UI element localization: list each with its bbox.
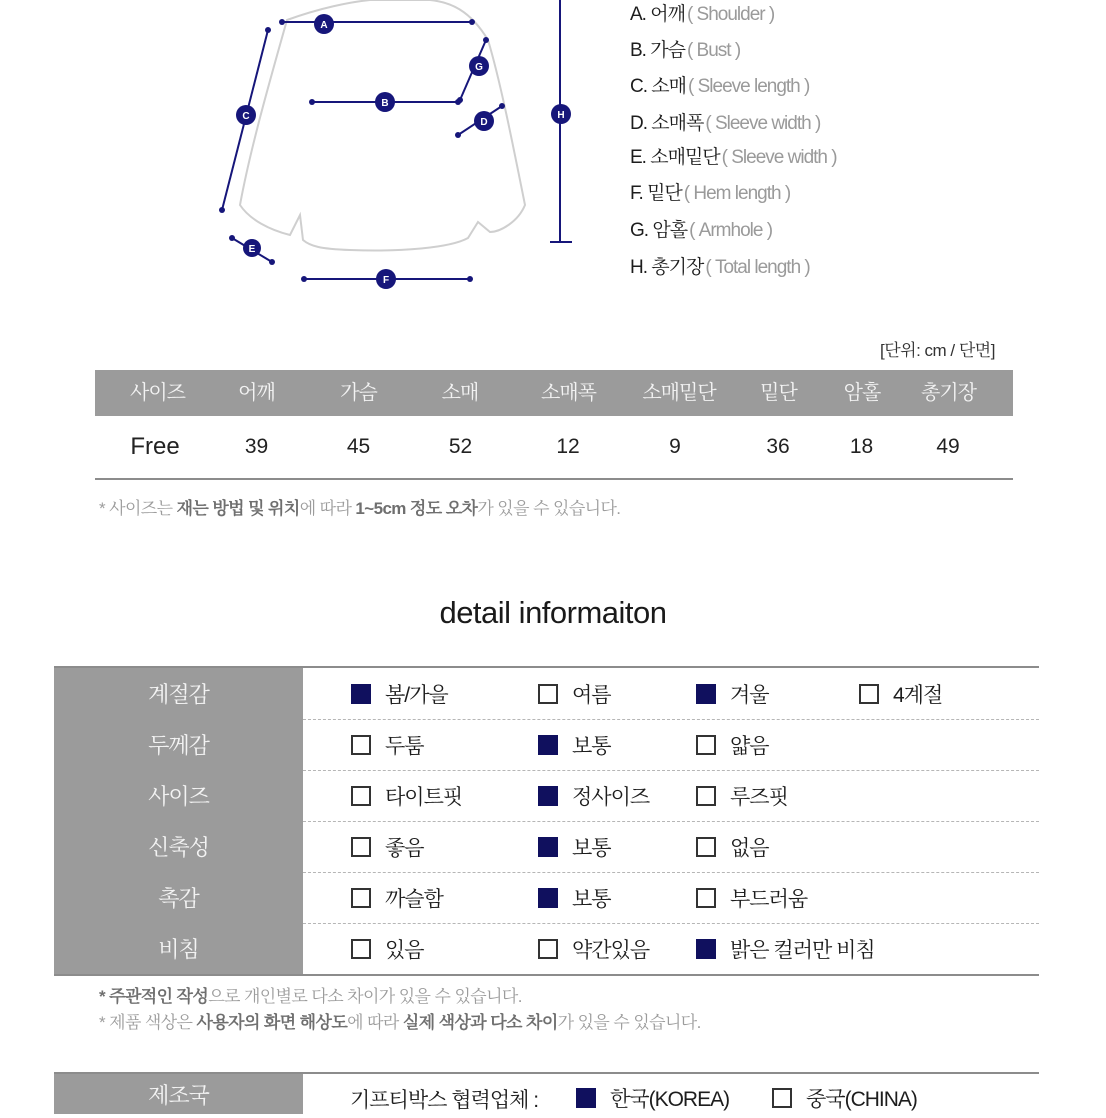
- option-thick[interactable]: 두툼: [351, 719, 424, 770]
- manufacturer-label: 제조국: [54, 1074, 303, 1114]
- svg-text:A: A: [320, 20, 328, 31]
- manufacturer-row: [54, 1072, 1039, 1114]
- size-cell: Free: [130, 433, 180, 460]
- size-cell: 52: [448, 435, 473, 458]
- size-header-cell: 어깨: [238, 382, 275, 404]
- checkbox-icon[interactable]: [351, 786, 371, 806]
- option-light-colors-only[interactable]: 밝은 컬러만 비침: [696, 923, 875, 974]
- checkbox-icon[interactable]: [696, 888, 716, 908]
- option-regular-fit[interactable]: 정사이즈: [538, 770, 649, 821]
- option-normal[interactable]: 보통: [538, 872, 611, 923]
- legend-item-sleeve-hem: E. 소매밑단 ( Sleeve width ): [630, 147, 837, 168]
- option-korea[interactable]: 한국(KOREA): [576, 1078, 729, 1118]
- checkbox-icon[interactable]: [351, 684, 371, 704]
- checkbox-icon[interactable]: [696, 786, 716, 806]
- detail-label-column: [54, 668, 303, 974]
- checkbox-icon[interactable]: [696, 939, 716, 959]
- size-cell: 45: [346, 435, 371, 458]
- checkbox-icon[interactable]: [576, 1088, 596, 1108]
- measurement-endpoints: [219, 19, 505, 282]
- option-none[interactable]: 없음: [696, 821, 769, 872]
- size-cell: 36: [766, 435, 790, 458]
- marker-f: [376, 269, 396, 289]
- legend-item-sleeve-length: C. 소매 ( Sleeve length ): [630, 76, 810, 97]
- row-label-see-through: 비침: [158, 937, 199, 962]
- option-normal[interactable]: 보통: [538, 719, 611, 770]
- svg-text:C: C: [242, 111, 250, 122]
- checkbox-icon[interactable]: [538, 837, 558, 857]
- checkbox-icon[interactable]: [772, 1088, 792, 1108]
- checkbox-icon[interactable]: [859, 684, 879, 704]
- legend-item-sleeve-width: D. 소매폭 ( Sleeve width ): [630, 113, 821, 134]
- option-good[interactable]: 좋음: [351, 821, 424, 872]
- checkbox-icon[interactable]: [696, 735, 716, 755]
- checkbox-icon[interactable]: [538, 786, 558, 806]
- row-label-fit: 사이즈: [148, 784, 209, 809]
- option-yes[interactable]: 있음: [351, 923, 424, 974]
- svg-text:B: B: [381, 98, 389, 109]
- svg-text:G: G: [475, 62, 483, 73]
- size-header-cell: 소매폭: [541, 382, 596, 404]
- size-header-cell: 밑단: [760, 382, 797, 404]
- svg-text:H: H: [557, 110, 565, 121]
- option-winter[interactable]: 겨울: [696, 668, 769, 719]
- checkbox-icon[interactable]: [696, 684, 716, 704]
- option-china[interactable]: 중국(CHINA): [772, 1078, 917, 1118]
- table-row: [95, 416, 1013, 480]
- option-loose-fit[interactable]: 루즈핏: [696, 770, 788, 821]
- svg-text:F: F: [382, 275, 390, 286]
- detail-table: [54, 666, 1039, 976]
- sweater-size-diagram: [200, 0, 620, 300]
- size-header-cell: 소매: [441, 382, 479, 404]
- option-thin[interactable]: 얇음: [696, 719, 769, 770]
- detail-row-stretch: [303, 821, 1039, 873]
- checkbox-icon[interactable]: [351, 888, 371, 908]
- row-label-thickness: 두께감: [148, 733, 209, 758]
- checkbox-icon[interactable]: [538, 684, 558, 704]
- marker-h: [551, 104, 571, 124]
- size-cell: 39: [244, 435, 269, 458]
- size-table: [95, 370, 1013, 480]
- row-label-stretch: 신축성: [148, 835, 209, 860]
- detail-row-season: [303, 668, 1039, 720]
- legend-item-hem: F. 밑단 ( Hem length ): [630, 183, 791, 204]
- marker-e: [243, 239, 261, 257]
- svg-text:D: D: [480, 117, 488, 128]
- detail-title: detail informaiton: [439, 595, 667, 630]
- checkbox-icon[interactable]: [351, 837, 371, 857]
- detail-note-subjective: * 주관적인 작성으로 개인별로 다소 차이가 있을 수 있습니다.: [99, 987, 522, 1006]
- option-rough[interactable]: 까슬함: [351, 872, 443, 923]
- row-label-season: 계절감: [148, 682, 209, 707]
- size-header-cell: 총기장: [921, 382, 976, 404]
- checkbox-icon[interactable]: [351, 939, 371, 959]
- option-slightly[interactable]: 약간있음: [538, 923, 649, 974]
- size-cell: 49: [936, 435, 960, 458]
- unit-label: [단위: cm / 단면]: [880, 341, 995, 360]
- marker-a: [314, 14, 334, 34]
- option-soft[interactable]: 부드러움: [696, 872, 807, 923]
- size-header-cell: 가슴: [340, 382, 377, 404]
- checkbox-icon[interactable]: [538, 939, 558, 959]
- checkbox-icon[interactable]: [696, 837, 716, 857]
- size-header-cell: 소매밑단: [642, 382, 716, 404]
- option-spring-fall[interactable]: 봄/가을: [351, 668, 448, 719]
- measurement-lines: [222, 0, 572, 279]
- size-header-cell: 사이즈: [130, 382, 185, 404]
- legend-item-total-length: H. 총기장 ( Total length ): [630, 257, 810, 278]
- detail-note-color: * 제품 색상은 사용자의 화면 해상도에 따라 실제 색상과 다소 차이가 있을 수 있습니다.: [99, 1013, 701, 1032]
- checkbox-icon[interactable]: [538, 888, 558, 908]
- option-normal[interactable]: 보통: [538, 821, 611, 872]
- detail-row-fit: [303, 770, 1039, 822]
- detail-row-see-through: [303, 923, 1039, 974]
- size-table-header: [95, 370, 1013, 416]
- checkbox-icon[interactable]: [538, 735, 558, 755]
- partner-label: 기프티박스 협력업체 :: [350, 1089, 539, 1112]
- marker-b: [375, 92, 395, 112]
- option-tight-fit[interactable]: 타이트핏: [351, 770, 462, 821]
- legend-item-armhole: G. 암홀 ( Armhole ): [630, 220, 773, 241]
- svg-text:E: E: [248, 244, 256, 255]
- size-header-cell: 암홀: [843, 382, 881, 404]
- marker-d: [474, 111, 494, 131]
- detail-row-thickness: [303, 719, 1039, 771]
- size-note: * 사이즈는 재는 방법 및 위치에 따라 1~5cm 정도 오차가 있을 수 있습니다.: [99, 499, 621, 518]
- marker-g: [469, 56, 489, 76]
- option-all-seasons[interactable]: 4계절: [859, 668, 942, 719]
- size-cell: 9: [669, 435, 681, 458]
- row-label-texture: 촉감: [158, 886, 199, 911]
- marker-c: [236, 105, 256, 125]
- legend-item-shoulder: A. 어깨 ( Shoulder ): [630, 4, 775, 25]
- size-cell: 12: [556, 435, 580, 458]
- option-summer[interactable]: 여름: [538, 668, 611, 719]
- checkbox-icon[interactable]: [351, 735, 371, 755]
- size-cell: 18: [849, 435, 874, 458]
- legend-item-bust: B. 가슴 ( Bust ): [630, 40, 741, 61]
- detail-row-texture: [303, 872, 1039, 924]
